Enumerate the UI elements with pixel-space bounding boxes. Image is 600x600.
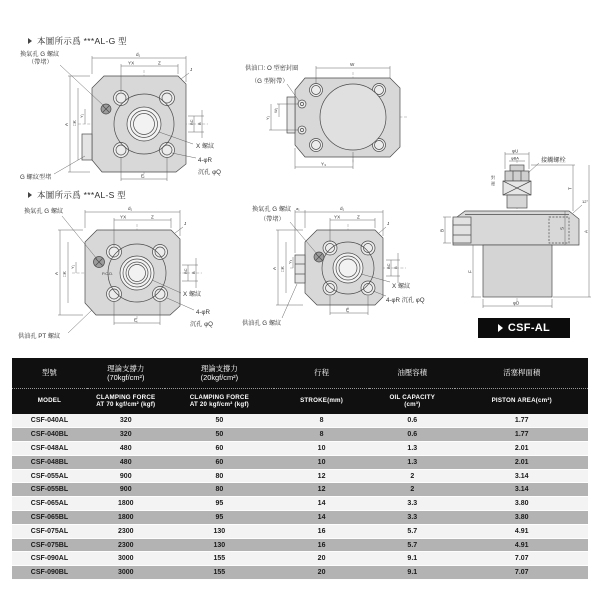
dim-label: d₁: [136, 52, 141, 57]
dim-label: Z: [158, 60, 161, 66]
value-cell: 900: [87, 469, 165, 483]
value-cell: 2300: [87, 524, 165, 538]
dim-label: E: [346, 307, 350, 313]
col-header-cn-3: 行程: [274, 358, 369, 388]
dim-label: a₁: [296, 206, 300, 211]
dim-label: E: [134, 317, 138, 323]
table-row: [12, 469, 588, 483]
value-cell: 4.91: [455, 524, 588, 538]
pcd-label: P.C.D.: [102, 271, 114, 276]
value-cell: 20: [274, 552, 369, 566]
value-cell: 16: [274, 524, 369, 538]
col-header-cn-1: 理論支撐力 (70kgf/cm²): [87, 358, 165, 388]
dim-label: B: [197, 122, 202, 125]
vent-port-label: 換氣孔 G 螺紋: [252, 206, 292, 213]
value-cell: 155: [165, 552, 274, 566]
dim-label: J: [184, 221, 187, 226]
model-cell: CSF-090AL: [12, 552, 87, 566]
value-cell: 60: [165, 455, 274, 469]
value-cell: 50: [165, 414, 274, 428]
model-cell: CSF-090BL: [12, 566, 87, 580]
table-row: [12, 455, 588, 469]
dim-label: S: [559, 226, 565, 230]
col-header-cn-0: 型號: [12, 358, 87, 388]
col-header-cn-4: 油壓容積: [369, 358, 455, 388]
table-row: [12, 428, 588, 442]
dim-label: φBA: [511, 155, 519, 161]
col-header-en-2: CLAMPING FORCE AT 20 kgf/cm² (kgf): [165, 388, 274, 414]
badge-arrow-icon: [498, 324, 503, 332]
model-cell: CSF-055BL: [12, 483, 87, 497]
col-header-cn-2: 理論支撐力 (20kgf/cm²): [165, 358, 274, 388]
table-row: [12, 566, 588, 580]
dim-label: φU: [512, 148, 519, 154]
vent-port-label-2: （帶堵）: [28, 59, 53, 66]
col-header-en-0: MODEL: [12, 388, 87, 414]
col-header-cn-5: 活塞桿面積: [455, 358, 588, 388]
value-cell: 3.14: [455, 483, 588, 497]
holes-label: 4-φR 沉孔 φQ: [386, 297, 425, 304]
dim-label: T: [567, 187, 573, 190]
model-cell: CSF-065BL: [12, 511, 87, 525]
value-cell: 16: [274, 538, 369, 552]
value-cell: 0.6: [369, 428, 455, 442]
flange-body: [287, 78, 400, 157]
value-cell: 1800: [87, 497, 165, 511]
value-cell: 480: [87, 442, 165, 456]
value-cell: 1.3: [369, 455, 455, 469]
col-header-en-3: STROKE(mm): [274, 388, 369, 414]
value-cell: 12: [274, 483, 369, 497]
across-flats-label: 邊: [491, 181, 495, 186]
dim-label: Y₁: [70, 264, 75, 269]
holes-label: 4-φR: [198, 157, 212, 164]
dim-label: YX: [128, 60, 135, 66]
table-row: [12, 483, 588, 497]
table-row: [12, 414, 588, 428]
value-cell: 1.3: [369, 442, 455, 456]
dim-label: A: [272, 266, 277, 270]
value-cell: 7.07: [455, 566, 588, 580]
value-cell: 10: [274, 455, 369, 469]
dim-label: BC: [183, 268, 188, 274]
value-cell: 3.80: [455, 511, 588, 525]
drawing-als-front-view: [10, 198, 248, 352]
table-row: [12, 552, 588, 566]
value-cell: 2.01: [455, 455, 588, 469]
value-cell: 12: [274, 469, 369, 483]
dim-label: J: [387, 221, 390, 226]
flange-body: [295, 230, 383, 305]
header-row-cn: [12, 358, 588, 388]
value-cell: 60: [165, 442, 274, 456]
table-row: [12, 538, 588, 552]
model-cell: CSF-075AL: [12, 524, 87, 538]
dim-label: BC: [386, 263, 391, 269]
value-cell: 14: [274, 511, 369, 525]
angle-label: 12°: [582, 199, 589, 204]
value-cell: 1.77: [455, 414, 588, 428]
model-cell: CSF-065AL: [12, 497, 87, 511]
thread-label: X 螺紋: [183, 291, 202, 298]
dim-label: Y₁: [79, 113, 84, 118]
table-row: [12, 442, 588, 456]
model-cell: CSF-048BL: [12, 455, 87, 469]
dim-label: Y₃: [321, 161, 326, 167]
value-cell: 320: [87, 428, 165, 442]
table-row: [12, 511, 588, 525]
flange-body: [85, 230, 180, 315]
value-cell: 3.3: [369, 511, 455, 525]
col-header-en-4: OIL CAPACITY (cm³): [369, 388, 455, 414]
dim-label: Y₂: [265, 115, 270, 120]
dim-label: J: [190, 67, 193, 72]
contact-bolt-label: 接觸螺栓: [541, 157, 566, 164]
drawing-alg-front-view: [18, 46, 250, 186]
drawing-als-g-view: [240, 198, 452, 352]
dim-label: Z: [357, 214, 360, 220]
drawing-side-view: [433, 140, 595, 322]
spec-table-header: [12, 358, 588, 414]
value-cell: 4.91: [455, 538, 588, 552]
dim-label: A: [54, 271, 59, 275]
holes-label-2: 沉孔 φQ: [198, 169, 221, 176]
dim-label: B: [191, 271, 196, 274]
value-cell: 95: [165, 497, 274, 511]
value-cell: 2300: [87, 538, 165, 552]
value-cell: 7.07: [455, 552, 588, 566]
model-cell: CSF-040BL: [12, 428, 87, 442]
model-cell: CSF-040AL: [12, 414, 87, 428]
dim-label: W₁: [273, 107, 278, 113]
across-flats-label: 對: [491, 175, 495, 180]
dim-label: W: [350, 62, 355, 67]
dim-label: A: [583, 229, 589, 233]
value-cell: 50: [165, 428, 274, 442]
dim-label: φD: [513, 300, 520, 306]
cylinder-body: [453, 165, 579, 297]
supply-port-label: 供油孔 PT 螺紋: [18, 333, 61, 340]
dim-label: BC: [189, 119, 194, 125]
flange-body: [82, 76, 186, 172]
value-cell: 8: [274, 414, 369, 428]
vent-port-label: 換氣孔 G 螺紋: [20, 51, 60, 58]
value-cell: 480: [87, 455, 165, 469]
section-title-text: 本圖所示爲 ***AL-G 型: [37, 36, 127, 46]
drawing-oring-view: [243, 56, 420, 178]
dim-label: A: [64, 122, 69, 126]
dim-label: d₁: [340, 206, 345, 211]
dim-label: YX: [120, 214, 127, 220]
value-cell: 9.1: [369, 566, 455, 580]
value-cell: 5.7: [369, 524, 455, 538]
value-cell: 130: [165, 524, 274, 538]
value-cell: 130: [165, 538, 274, 552]
plug-label: G 螺紋型堵: [20, 174, 52, 181]
dim-label: d₁: [128, 206, 133, 211]
value-cell: 95: [165, 511, 274, 525]
spec-table: [12, 358, 588, 580]
value-cell: 10: [274, 442, 369, 456]
value-cell: 80: [165, 469, 274, 483]
col-header-en-5: PISTON AREA(cm²): [455, 388, 588, 414]
table-row: [12, 497, 588, 511]
value-cell: 1.77: [455, 428, 588, 442]
value-cell: 3000: [87, 552, 165, 566]
badge-label: CSF-AL: [507, 322, 551, 334]
value-cell: 14: [274, 497, 369, 511]
header-row-en: [12, 388, 588, 414]
value-cell: 3.3: [369, 497, 455, 511]
dim-label: □K: [280, 266, 285, 272]
dim-label: □K: [72, 120, 77, 126]
value-cell: 3.80: [455, 497, 588, 511]
model-cell: CSF-048AL: [12, 442, 87, 456]
value-cell: 320: [87, 414, 165, 428]
col-header-en-1: CLAMPING FORCE AT 70 kgf/cm² (kgf): [87, 388, 165, 414]
value-cell: 2: [369, 483, 455, 497]
value-cell: 2.01: [455, 442, 588, 456]
value-cell: 900: [87, 483, 165, 497]
value-cell: 80: [165, 483, 274, 497]
value-cell: 5.7: [369, 538, 455, 552]
thread-label: X 螺紋: [196, 143, 215, 150]
supply-port-label: 供油孔 G 螺紋: [242, 320, 282, 327]
dim-label: □K: [62, 271, 67, 277]
holes-label: 4-φR: [196, 309, 210, 316]
value-cell: 9.1: [369, 552, 455, 566]
value-cell: 0.6: [369, 414, 455, 428]
vent-port-label-2: （帶堵）: [260, 216, 285, 223]
thread-label: X 螺紋: [392, 283, 411, 290]
holes-label-2: 沉孔 φQ: [190, 321, 213, 328]
value-cell: 3.14: [455, 469, 588, 483]
section-title-text: 本圖所示爲 ***AL-S 型: [37, 190, 127, 200]
dim-label: B: [393, 266, 398, 269]
dim-label: Z: [151, 214, 154, 220]
spec-table-body: [12, 414, 588, 580]
table-row: [12, 524, 588, 538]
value-cell: 2: [369, 469, 455, 483]
dim-label: YX: [334, 214, 341, 220]
value-cell: 20: [274, 566, 369, 580]
dim-label: B: [439, 228, 445, 232]
dim-label: F: [467, 270, 473, 273]
vent-port-label: 換氣孔 G 螺紋: [24, 208, 64, 215]
supply-port-label: 供油口: O 型密封圈: [245, 65, 299, 72]
value-cell: 1800: [87, 511, 165, 525]
series-badge: [478, 318, 570, 338]
section-marker-icon: [28, 38, 32, 44]
dim-label: E: [141, 173, 145, 179]
dim-label: Y₃: [287, 259, 293, 264]
supply-port-label-2: （G 型附帶）: [251, 78, 289, 85]
value-cell: 3000: [87, 566, 165, 580]
value-cell: 155: [165, 566, 274, 580]
model-cell: CSF-055AL: [12, 469, 87, 483]
model-cell: CSF-075BL: [12, 538, 87, 552]
value-cell: 8: [274, 428, 369, 442]
